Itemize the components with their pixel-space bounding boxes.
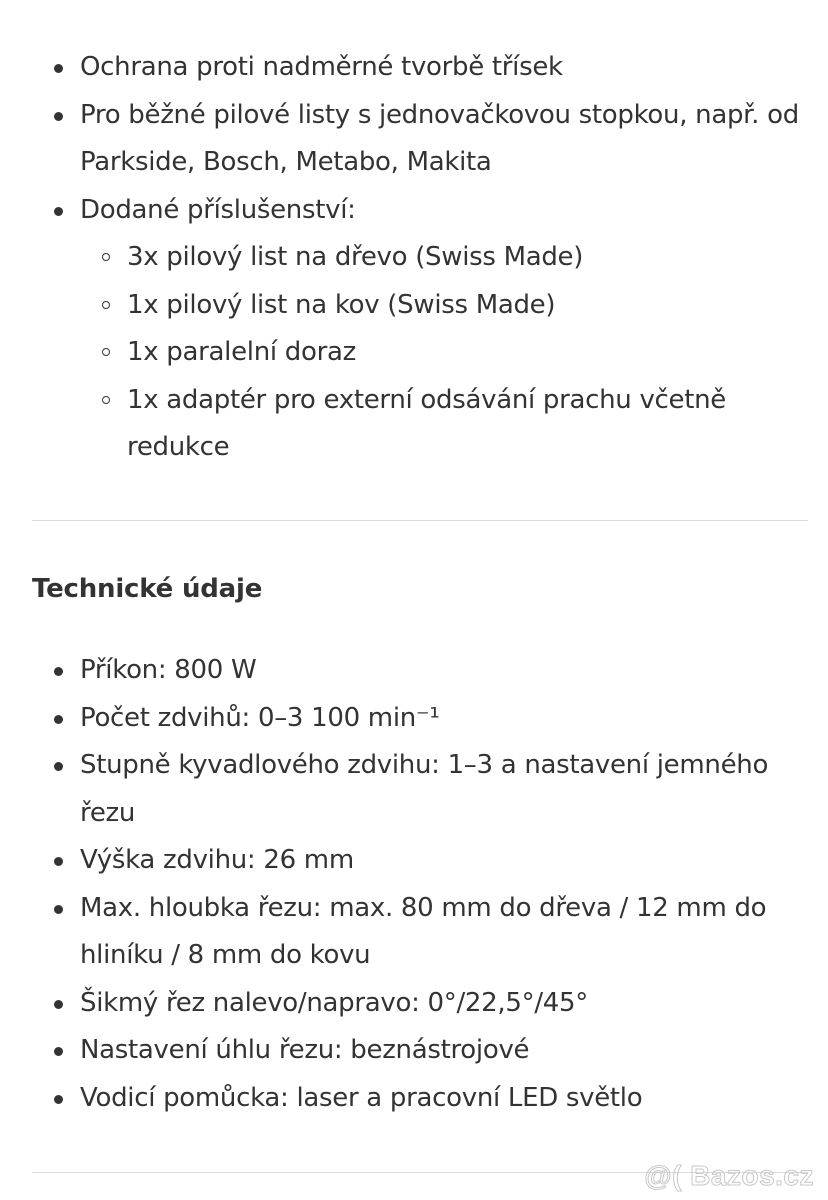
spec-item: Nastavení úhlu řezu: beznástrojové	[32, 1027, 808, 1075]
spec-item: Stupně kyvadlového zdvihu: 1–3 a nastavení jemného řezu	[32, 742, 808, 837]
accessory-item: 1x adaptér pro externí odsávání prachu včetně redukce	[32, 377, 808, 472]
spec-item: Šikmý řez nalevo/napravo: 0°/22,5°/45°	[32, 980, 808, 1028]
spec-item: Počet zdvihů: 0–3 100 min⁻¹	[32, 695, 808, 743]
spec-list	[32, 647, 808, 1122]
section-divider	[32, 520, 808, 521]
feature-list	[32, 44, 808, 472]
list-item: Pro běžné pilové listy s jednovačkovou stopkou, např. od Parkside, Bosch, Metabo, Makita	[32, 92, 808, 187]
spec-item: Max. hloubka řezu: max. 80 mm do dřeva / 12 mm do hliníku / 8 mm do kovu	[32, 885, 808, 980]
spec-item: Příkon: 800 W	[32, 647, 808, 695]
list-item: Dodané příslušenství:	[32, 187, 808, 235]
accessory-item: 1x paralelní doraz	[32, 329, 808, 377]
watermark-logo: @( Bazos.cz	[644, 1160, 814, 1191]
section-heading: Technické údaje	[32, 574, 263, 604]
accessory-item: 1x pilový list na kov (Swiss Made)	[32, 282, 808, 330]
accessory-item: 3x pilový list na dřevo (Swiss Made)	[32, 234, 808, 282]
spec-item: Výška zdvihu: 26 mm	[32, 837, 808, 885]
list-item: Ochrana proti nadměrné tvorbě třísek	[32, 44, 808, 92]
spec-item: Vodicí pomůcka: laser a pracovní LED světlo	[32, 1075, 808, 1123]
